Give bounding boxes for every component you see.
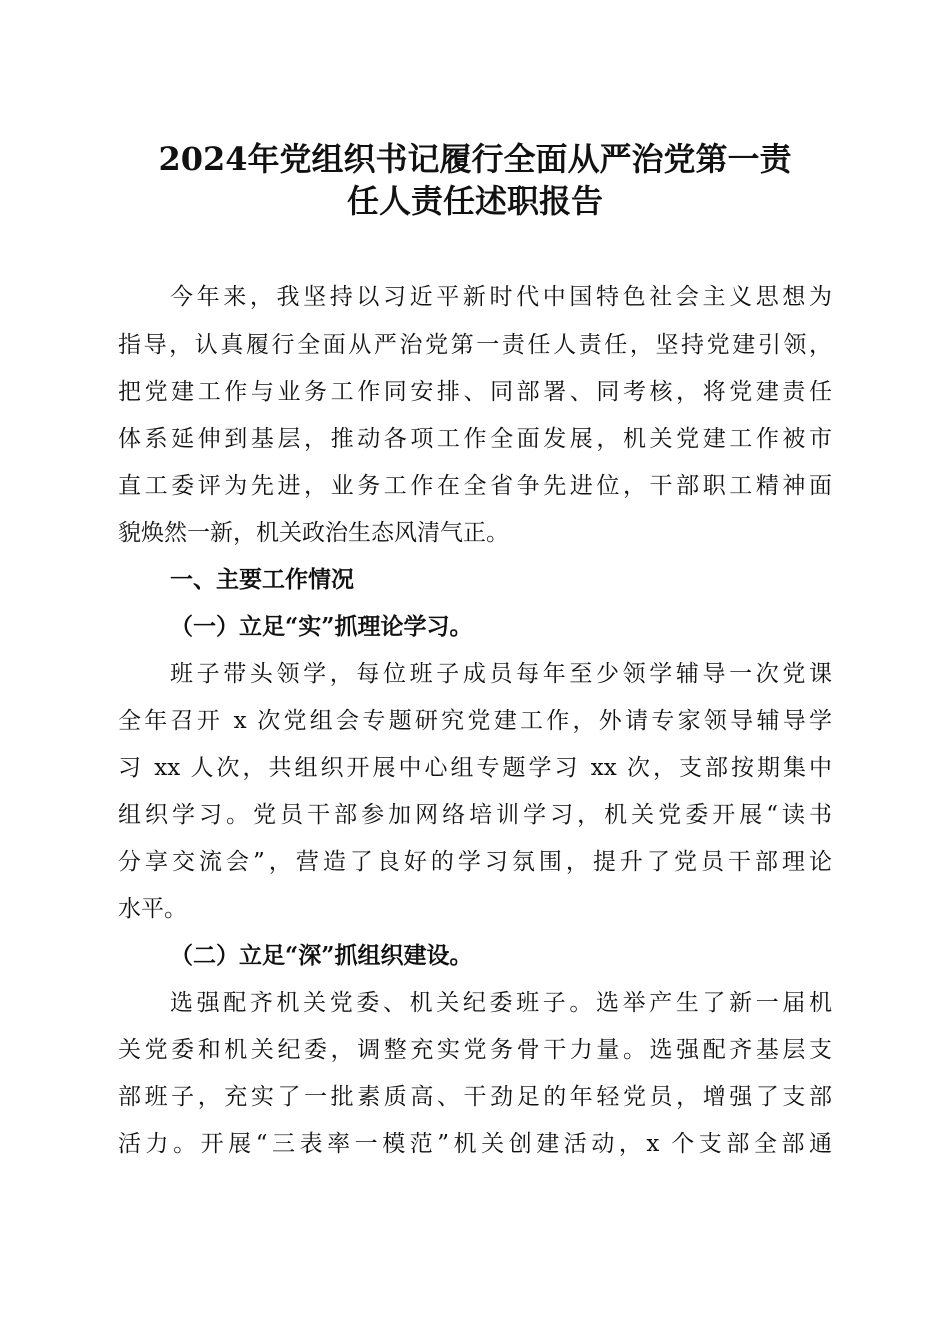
paragraph-2-line-6: 水平。 — [118, 896, 187, 922]
section-heading-1: 一、主要工作情况 — [170, 567, 354, 593]
paragraph-1-line-3: 把党建工作与业务工作同安排、同部署、同考核，将党建责任 — [118, 379, 832, 405]
paragraph-2-line-4: 组织学习。党员干部参加网络培训学习，机关党委开展“读书 — [118, 802, 832, 828]
paragraph-1-line-6: 貌焕然一新，机关政治生态风清气正。 — [118, 520, 509, 546]
paragraph-1-line-5: 直工委评为先进，业务工作在全省争先进位，干部职工精神面 — [118, 473, 832, 499]
paragraph-2-line-5: 分享交流会”，营造了良好的学习氛围，提升了党员干部理论 — [118, 849, 832, 875]
document-title-line-2: 任人责任述职报告 — [346, 182, 603, 220]
paragraph-1-line-4: 体系延伸到基层，推动各项工作全面发展，机关党建工作被市 — [118, 426, 832, 452]
paragraph-3-line-4: 活力。开展“三表率一模范”机关创建活动，x 个支部全部通 — [118, 1131, 832, 1157]
paragraph-3-line-2: 关党委和机关纪委，调整充实党务骨干力量。选强配齐基层支 — [118, 1037, 832, 1063]
paragraph-2-line-3: 习 xx 人次，共组织开展中心组专题学习 xx 次，支部按期集中 — [118, 755, 832, 781]
paragraph-3-line-3: 部班子，充实了一批素质高、干劲足的年轻党员，增强了支部 — [118, 1084, 832, 1110]
subheading-1: （一）立足“实”抓理论学习。 — [170, 613, 473, 640]
paragraph-2-line-2: 全年召开 x 次党组会专题研究党建工作，外请专家领导辅导学 — [118, 708, 832, 734]
paragraph-3-line-1: 选强配齐机关党委、机关纪委班子。选举产生了新一届机 — [170, 990, 832, 1016]
subheading-2: （二）立足“深”抓组织建设。 — [170, 942, 473, 969]
paragraph-1-line-1: 今年来，我坚持以习近平新时代中国特色社会主义思想为 — [170, 284, 832, 310]
paragraph-2-line-1: 班子带头领学，每位班子成员每年至少领学辅导一次党课 — [170, 661, 832, 687]
document-title-line-1: 2024年党组织书记履行全面从严治党第一责 — [158, 140, 792, 178]
paragraph-1-line-2: 指导，认真履行全面从严治党第一责任人责任，坚持党建引领， — [118, 332, 832, 358]
